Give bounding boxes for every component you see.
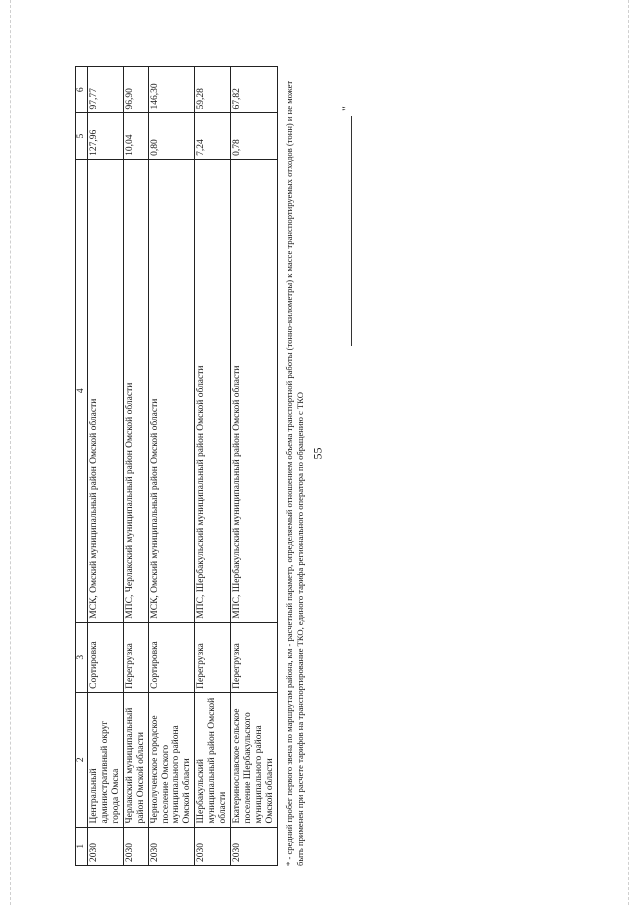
- data-table: [75, 66, 278, 866]
- table-cell: Сортировка: [88, 622, 124, 692]
- signature-line: [351, 116, 352, 346]
- table-cell: МПС, Шербакульский муниципальный район Омской области: [195, 159, 231, 622]
- header-cell: 5: [76, 113, 88, 159]
- table-cell: 0,78: [231, 113, 278, 159]
- table-cell: Екатеринославское сельское поселение Шербакульского муниципального района Омской области: [231, 692, 278, 827]
- table-row: [148, 67, 195, 866]
- table-cell: 59,28: [195, 67, 231, 113]
- table-cell: МСК, Омский муниципальный район Омской области: [88, 159, 124, 622]
- scan-edge-right: [628, 0, 629, 905]
- header-cell: 6: [76, 67, 88, 113]
- table-cell: 0,80: [148, 113, 195, 159]
- table-row: [231, 67, 278, 866]
- table-cell: Центральный административный округ города Омска: [88, 692, 124, 827]
- closing-quote-mark: ": [339, 106, 353, 111]
- table-row: [88, 67, 124, 866]
- header-cell: 3: [76, 622, 88, 692]
- table-cell: 146,30: [148, 67, 195, 113]
- table-cell: 2030: [88, 827, 124, 865]
- table-cell: Перегрузка: [231, 622, 278, 692]
- table-cell: МПС, Черлакский муниципальный район Омской области: [123, 159, 148, 622]
- table-cell: 7,24: [195, 113, 231, 159]
- table-cell: 2030: [231, 827, 278, 865]
- table-header-row: [76, 67, 88, 866]
- header-cell: 2: [76, 692, 88, 827]
- table-cell: 2030: [148, 827, 195, 865]
- scan-edge-left: [10, 0, 11, 905]
- table-cell: МСК, Омский муниципальный район Омской области: [148, 159, 195, 622]
- table-cell: 97,77: [88, 67, 124, 113]
- table-cell: Перегрузка: [123, 622, 148, 692]
- table-row: [123, 67, 148, 866]
- table-cell: 2030: [123, 827, 148, 865]
- table-row: [195, 67, 231, 866]
- table-cell: Шербакульский муниципальный район Омской области: [195, 692, 231, 827]
- table-cell: 67,82: [231, 67, 278, 113]
- footnote: * - средний пробег первого звена по маршрутам района, км - расчетный параметр, определяемый отношением объема транспортной работы (тонно-километры) к массе транспортируемых отходов (тонн) и не может быть применен при расчете тарифов на транспортирование ТКО, единого тарифа регионального оператора по обращению с ТКО: [283, 80, 306, 866]
- table-cell: Черлакский муниципальный район Омской области: [123, 692, 148, 827]
- table-cell: Перегрузка: [195, 622, 231, 692]
- table-cell: Чернолученское городское поселение Омского муниципального района Омской области: [148, 692, 195, 827]
- table-cell: 127,96: [88, 113, 124, 159]
- table-cell: Сортировка: [148, 622, 195, 692]
- header-cell: 1: [76, 827, 88, 865]
- table-cell: 10,04: [123, 113, 148, 159]
- table-cell: МПС, Шербакульский муниципальный район Омской области: [231, 159, 278, 622]
- page-number: 55: [310, 447, 325, 460]
- table-cell: 96,90: [123, 67, 148, 113]
- table-cell: 2030: [195, 827, 231, 865]
- header-cell: 4: [76, 159, 88, 622]
